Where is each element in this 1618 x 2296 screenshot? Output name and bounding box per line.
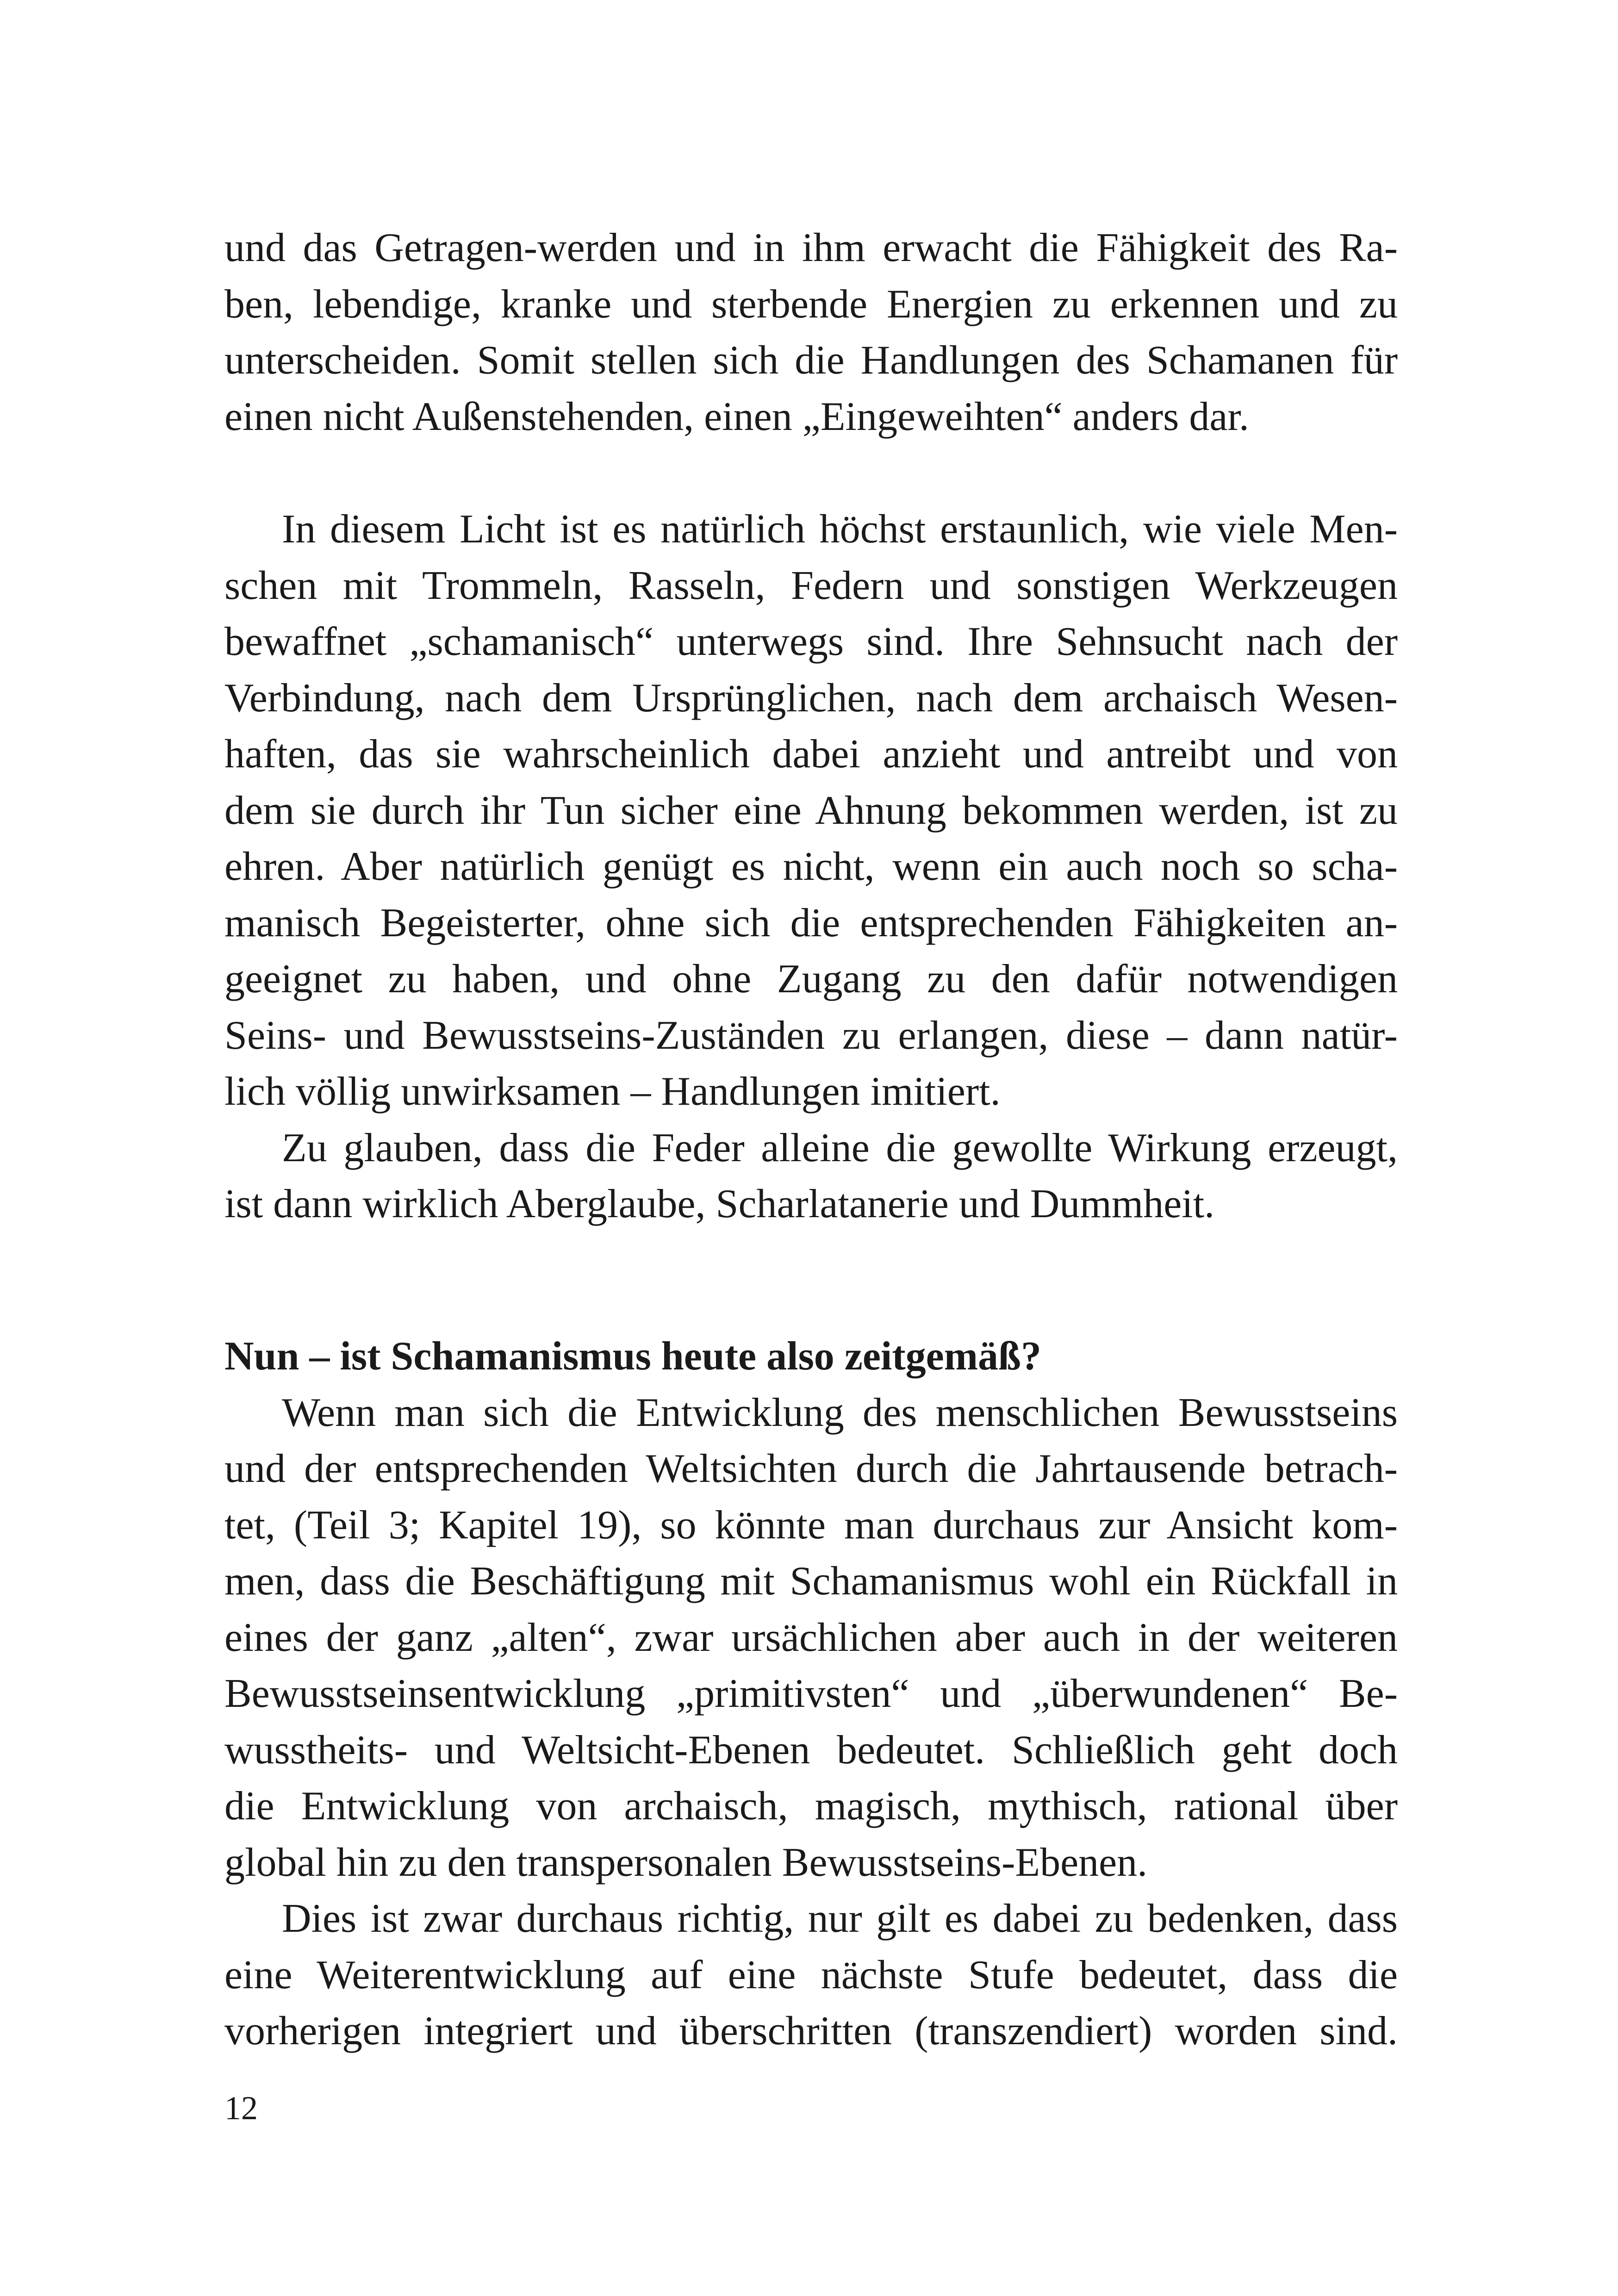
text-line: die Entwicklung von archaisch, magisch, mythisch, rational über [224, 1784, 1398, 1829]
text-line: wusstheits- und Weltsicht-Ebenen bedeutet. Schließlich geht doch [224, 1727, 1398, 1773]
text-line: global hin zu den transpersonalen Bewusstseins-Ebenen. [224, 1840, 1148, 1885]
text-line: und der entsprechenden Weltsichten durch die Jahrtausende betrach- [224, 1446, 1398, 1491]
text-line: vorherigen integriert und überschritten (transzendiert) worden sind. [224, 2009, 1398, 2053]
text-line: tet, (Teil 3; Kapitel 19), so könnte man durchaus zur Ansicht kom- [224, 1502, 1398, 1548]
text-line: Verbindung, nach dem Ursprünglichen, nach dem archaisch Wesen- [224, 675, 1398, 721]
text-line: Bewusstseinsentwicklung „primitivsten“ und „überwundenen“ Be- [224, 1671, 1398, 1716]
text-line: dem sie durch ihr Tun sicher eine Ahnung bekommen werden, ist zu [224, 788, 1398, 833]
text-line: Wenn man sich die Entwicklung des menschlichen Bewusstseins [282, 1390, 1398, 1435]
paragraph-shamanic-imitation [224, 501, 1398, 1232]
text-line: ben, lebendige, kranke und sterbende Energien zu erkennen und zu [224, 281, 1398, 327]
text-line: ehren. Aber natürlich genügt es nicht, wenn ein auch noch so scha- [224, 844, 1398, 889]
text-line: In diesem Licht ist es natürlich höchst erstaunlich, wie viele Men- [282, 507, 1398, 552]
text-line: men, dass die Beschäftigung mit Schamanismus wohl ein Rückfall in [224, 1559, 1398, 1604]
text-line: geeignet zu haben, und ohne Zugang zu den dafür notwendigen [224, 957, 1398, 1002]
section-shamanism-today [224, 1328, 1398, 2060]
text-line: ist dann wirklich Aberglaube, Scharlatanerie und Dummheit. [224, 1182, 1215, 1226]
paragraph-raven-ability [224, 220, 1398, 445]
text-line: eines der ganz „alten“, zwar ursächlichen aber auch in der weiteren [224, 1615, 1398, 1660]
text-line: Seins- und Bewusstseins-Zuständen zu erlangen, diese – dann natür- [224, 1013, 1398, 1058]
text-line: schen mit Trommeln, Rasseln, Federn und sonstigen Werkzeugen [224, 563, 1398, 608]
text-line: Zu glauben, dass die Feder alleine die gewollte Wirkung erzeugt, [282, 1125, 1398, 1170]
text-line: einen nicht Außenstehenden, einen „Eingeweihten“ anders dar. [224, 394, 1249, 439]
text-line: unterscheiden. Somit stellen sich die Handlungen des Schamanen für [224, 338, 1398, 383]
text-line: bewaffnet „schamanisch“ unterwegs sind. Ihre Sehnsucht nach der [224, 619, 1398, 664]
page-number: 12 [224, 2090, 258, 2127]
text-line: haften, das sie wahrscheinlich dabei anzieht und antreibt und von [224, 732, 1398, 777]
text-line: eine Weiterentwicklung auf eine nächste Stufe bedeutet, dass die [224, 1952, 1398, 1997]
text-line: manisch Begeisterter, ohne sich die entsprechenden Fähigkeiten an- [224, 900, 1398, 946]
text-line: und das Getragen-werden und in ihm erwacht die Fähigkeit des Ra- [224, 225, 1398, 270]
text-line: lich völlig unwirksamen – Handlungen imitiert. [224, 1069, 1001, 1114]
text-line: Dies ist zwar durchaus richtig, nur gilt es dabei zu bedenken, dass [282, 1896, 1398, 1941]
section-heading: Nun – ist Schamanismus heute also zeitgemäß? [224, 1334, 1041, 1379]
